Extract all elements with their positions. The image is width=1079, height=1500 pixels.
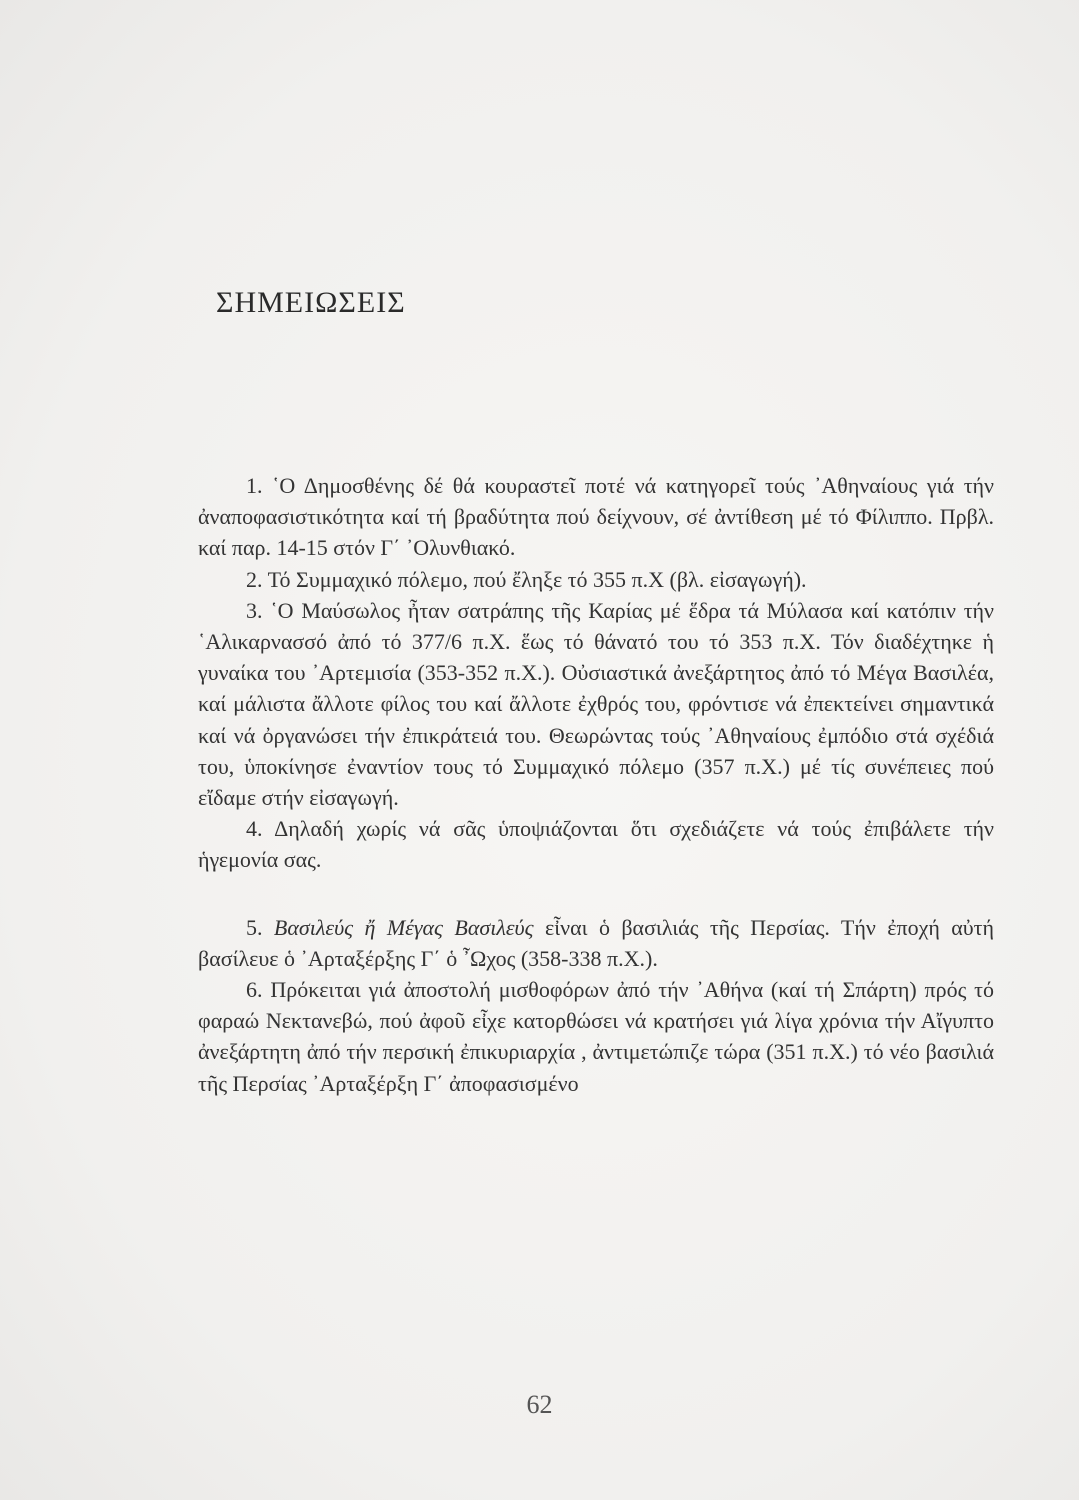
note-4 [198, 813, 994, 875]
note-6 [198, 974, 994, 1099]
notes-list [198, 470, 994, 1099]
note-2 [198, 564, 994, 595]
note-5 [198, 912, 994, 974]
note-text: Δηλαδή χωρίς νά σᾶς ὑποψιάζονται ὅτι σχεδιάζετε νά τούς ἐπιβάλετε τήν ἡγεμονία σας. [198, 816, 994, 873]
note-text: ῾Ο Μαύσωλος ἦταν σατράπης τῆς Καρίας μέ ἕδρα τά Μύλασα καί κατόπιν τήν ῾Αλικαρνασσό ἀπό τό 377/6 π.Χ. ἕως τό θάνατό του τό 353 π.Χ. Τόν διαδέχτηκε ἡ γυναίκα του ᾿Αρτεμισία (353-352 π.Χ.). Οὐσιαστικά ἀνεξάρτητος ἀπό τό Μέγα Βασιλέα, καί μάλιστα ἄλλοτε φίλος του καί ἄλλοτε ἐχθρός του, φρόντισε νά ἐπεκτείνει σημαντικά καί νά ὀργανώσει τήν ἐπικράτειά του. Θεωρώντας τούς ᾿Αθηναίους ἐμπόδιο στά σχέδιά του, ὑποκίνησε ἐναντίον τους τό Συμμαχικό πόλεμο (357 π.Χ.) μέ τίς συνέπειες πού εἴδαμε στήν εἰσαγωγή. [198, 597, 994, 811]
note-number: 4. [246, 816, 263, 842]
page-number: 62 [526, 1390, 553, 1419]
note-number: 6. [246, 977, 263, 1003]
note-text: Πρόκειται γιά ἀποστολή μισθοφόρων ἀπό τήν ᾿Αθήνα (καί τή Σπάρτη) πρός τό φαραώ Νεκτανεβώ, πού ἀφοῦ εἶχε κατορθώσει νά κρατήσει γιά λίγα χρόνια τήν Αἴγυπτο ἀνεξάρτητη ἀπό τήν περσική ἐπικυριαρχία , ἀντιμετώπιζε τώρα (351 π.Χ.) τό νέο βασιλιά τῆς Περσίας ᾿Αρταξέρξη Γ΄ ἀποφασισμένο [198, 977, 995, 1096]
note-1 [198, 470, 994, 564]
note-number: 1. [246, 473, 263, 498]
note-italic-term: Βασιλεύς ἤ Μέγας Βασιλεύς [273, 914, 534, 940]
note-3 [198, 595, 994, 813]
note-number: 5. [246, 914, 263, 940]
note-text: ῾Ο Δημοσθένης δέ θά κουραστεῖ ποτέ νά κατηγορεῖ τούς ᾿Αθηναίους γιά τήν ἀναποφασιστικότητα καί τή βραδύτητα πού δείχνουν, σέ ἀντίθεση μέ τό Φίλιππο. Πρβλ. καί παρ. 14-15 στόν Γ΄ ᾿Ολυνθιακό. [198, 473, 994, 561]
note-text: Τό Συμμαχικό πόλεμο, πού ἔληξε τό 355 π.Χ (βλ. εἰσαγωγή). [267, 566, 807, 592]
note-number: 2. [246, 566, 263, 592]
note-number: 3. [246, 597, 263, 623]
page-heading: ΣΗΜΕΙΩΣΕΙΣ [216, 286, 406, 319]
note-text: εἶναι ὁ βασιλιάς τῆς Περσίας. Τήν ἐποχή αὐτή βασίλευε ὁ ᾿Αρταξέρξης Γ΄ ὁ ῏Ωχος (358-338 π.Χ.). [198, 914, 995, 971]
